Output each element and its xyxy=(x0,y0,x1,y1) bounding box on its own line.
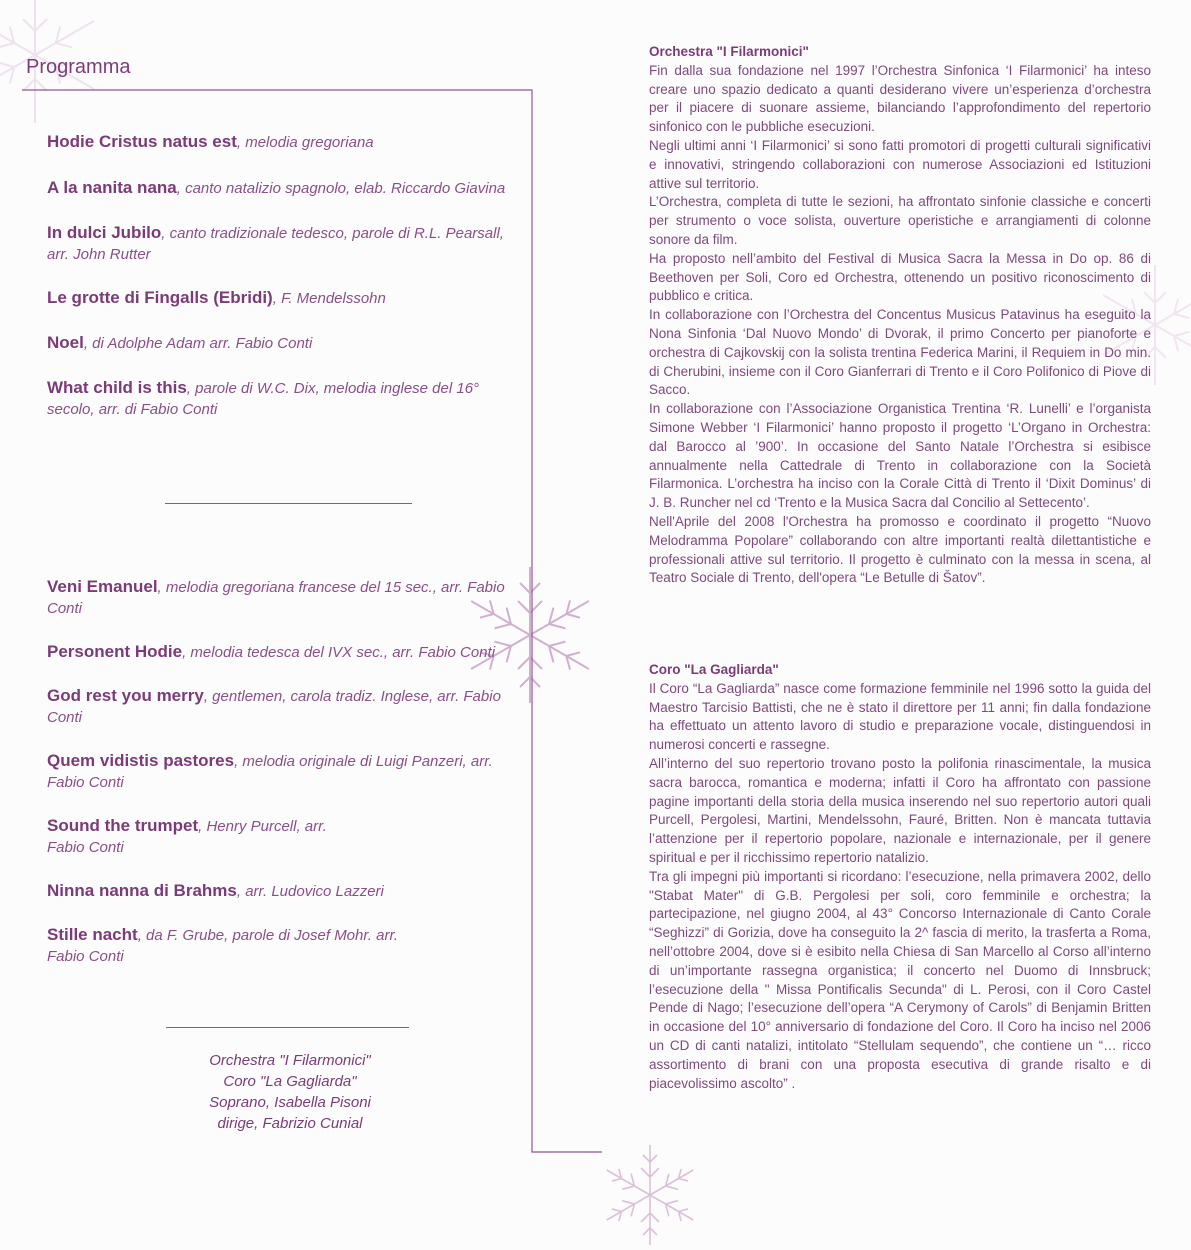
program-item: Stille nacht, da F. Grube, parole di Josef Mohr. arr. Fabio Conti xyxy=(47,925,399,965)
orchestra-paragraph: Ha proposto nell’ambito del Festival di Musica Sacra la Messa in Do op. 86 di Beethoven per Soli, Coro ed Orchestra, ottenendo un positivo riconoscimento di pubblico e critica. xyxy=(649,250,1151,304)
orchestra-paragraph: Negli ultimi anni ‘I Filarmonici’ si sono fatti promotori di progetti culturali significativi e innovativi, stringendo collaborazioni con numerose Associazioni ed Istituzioni attive sul territorio. xyxy=(649,137,1151,191)
program-part-2 xyxy=(47,576,517,967)
performer-line: Orchestra "I Filarmonici" xyxy=(209,1052,371,1069)
page-title: Programma xyxy=(26,56,131,78)
orchestra-title: Orchestra "I Filarmonici" xyxy=(649,44,809,59)
coro-paragraph: Il Coro “La Gagliarda” nasce come formazione femminile nel 1996 sotto la guida del Maestro Tarcisio Battisti, che ne è stato il direttore per 11 anni; fin dalla fondazione ha effettuato un attento lavoro di studio e preparazione vocale, distinguendosi in numerosi concerti e rassegne. xyxy=(649,680,1151,753)
program-item: Quem vidistis pastores, melodia originale di Luigi Panzeri, arr. Fabio Conti xyxy=(47,751,493,791)
program-item: Le grotte di Fingalls (Ebridi), F. Mendelssohn xyxy=(47,288,386,307)
program-item: Personent Hodie, melodia tedesca del IVX sec., arr. Fabio Conti xyxy=(47,642,496,661)
orchestra-paragraph: In collaborazione con l’Orchestra del Concentus Musicus Patavinus ha eseguito la Nona Sinfonia ‘Dal Nuovo Mondo’ di Dvorak, il primo Concerto per pianoforte e orchestra di Cajkovskij con la solista trentina Federica Marini, il Requiem in Do min. di Cherubini, insieme con il Coro Gianferrari di Trento e il Coro Polifonico di Piove di Sacco. xyxy=(649,307,1151,398)
program-item: A la nanita nana, canto natalizio spagnolo, elab. Riccardo Giavina xyxy=(47,178,506,197)
performers-list xyxy=(110,1050,470,1134)
coro-paragraph: All’interno del suo repertorio trovano posto la polifonia rinascimentale, la musica sacra barocca, romantica e moderna; infatti il Coro ha affrontato con passione pagine importanti della storia della musica inserendo nel suo repertorio autori quali Purcell, Pergolesi, Martini, Mendelssohn, Fauré, Britten. Non è mancata tuttavia l’attenzione per il repertorio popolare, nazionale e internazionale, per il genere spiritual e per il ricchissimo repertorio natalizio. xyxy=(649,755,1151,865)
coro-title: Coro "La Gagliarda" xyxy=(649,662,779,677)
performer-line: dirige, Fabrizio Cunial xyxy=(217,1115,363,1132)
coro-section xyxy=(649,661,1151,1093)
section-divider xyxy=(166,1027,409,1028)
program-part-1 xyxy=(47,131,527,420)
orchestra-paragraph: In collaborazione con l’Associazione Organistica Trentina ‘R. Lunelli’ e l’organista Simone Webber ‘I Filarmonici’ hanno proposto il progetto ‘L’Organo in Orchestra: dal Barocco al ’900’. In occasione del Santo Natale l’Orchestra si esibisce annualmente nella Cattedrale di Trento in collaborazione con la Società Filarmonica. L’orchestra ha inciso con la Corale Città di Trento il ‘Dixit Dominus’ di J. B. Runcher nel cd ‘Trento e la Musica Sacra dal Concilio al Settecento’. xyxy=(649,401,1151,511)
program-item: Hodie Cristus natus est, melodia gregoriana xyxy=(47,132,374,151)
orchestra-paragraph: Fin dalla sua fondazione nel 1997 l’Orchestra Sinfonica ‘I Filarmonici’ ha inteso creare uno spazio dedicato a quanti desiderano vivere un’esperienza d’orchestra per il piacere di suonare assieme, bilanciando l’approfondimento del repertorio sinfonico con le pubbliche esecuzioni. xyxy=(649,62,1151,135)
program-item: God rest you merry, gentlemen, carola tradiz. Inglese, arr. Fabio Conti xyxy=(47,686,501,726)
orchestra-paragraph: L’Orchestra, completa di tutte le sezioni, ha affrontato sinfonie classiche e concerti per strumento o voce solista, ouverture operistiche e arrangiamenti di colonne sonore da film. xyxy=(649,194,1151,247)
orchestra-section xyxy=(649,43,1151,588)
coro-paragraph: Tra gli impegni più importanti si ricordano: l’esecuzione, nella primavera 2002, dello "Stabat Mater" di G.B. Pergolesi per soli, coro femminile e orchestra; la partecipazione, nel giugno 2004, al 43° Concorso Internazionale di Canto Corale “Seghizzi” di Gorizia, dove ha conseguito la 2^ fascia di merito, la trasferta a Roma, nell’ottobre 2004, dove si è esibito nella Chiesa di San Marcello al Corso all’interno di un’importante rassegna organistica; il concerto nel Duomo di Innsbruck; l’esecuzione della " Missa Pontificalis Secunda" di L. Perosi, con il Coro Castel Pende di Nago; l’esecuzione dell’opera “A Cerymony of Carols” di Benjamin Britten in occasione del 10° anniversario di fondazione del Coro. Il Coro ha inciso nel 2006 un CD di canti natalizi, intitolato “Stellulam sequendo”, che contiene un “… ricco assortimento di brani con una proposta esecutiva di grande risalto e di piacevolissimo ascolto” . xyxy=(649,868,1151,1091)
orchestra-paragraph: Nell'Aprile del 2008 l'Orchestra ha promosso e coordinato il progetto “Nuovo Melodramma Popolare” collaborando con altre importanti realtà dilettantistiche e professionali attive sul territorio. Il progetto è culminato con la messa in scena, al Teatro Sociale di Trento, dell'opera “Le Betulle di Šatov”. xyxy=(649,513,1151,586)
program-item: Noel, di Adolphe Adam arr. Fabio Conti xyxy=(47,333,313,352)
program-item: In dulci Jubilo, canto tradizionale tedesco, parole di R.L. Pearsall, arr. John Rutter xyxy=(47,223,504,263)
performer-line: Soprano, Isabella Pisoni xyxy=(209,1094,371,1111)
section-divider xyxy=(165,503,412,504)
program-item: Ninna nanna di Brahms, arr. Ludovico Lazzeri xyxy=(47,881,384,900)
program-item: Veni Emanuel, melodia gregoriana francese del 15 sec., arr. Fabio Conti xyxy=(47,577,505,617)
program-item: Sound the trumpet, Henry Purcell, arr. Fabio Conti xyxy=(47,816,327,856)
program-item: What child is this, parole di W.C. Dix, melodia inglese del 16° secolo, arr. di Fabio Conti xyxy=(47,378,480,418)
performer-line: Coro "La Gagliarda" xyxy=(223,1073,357,1090)
